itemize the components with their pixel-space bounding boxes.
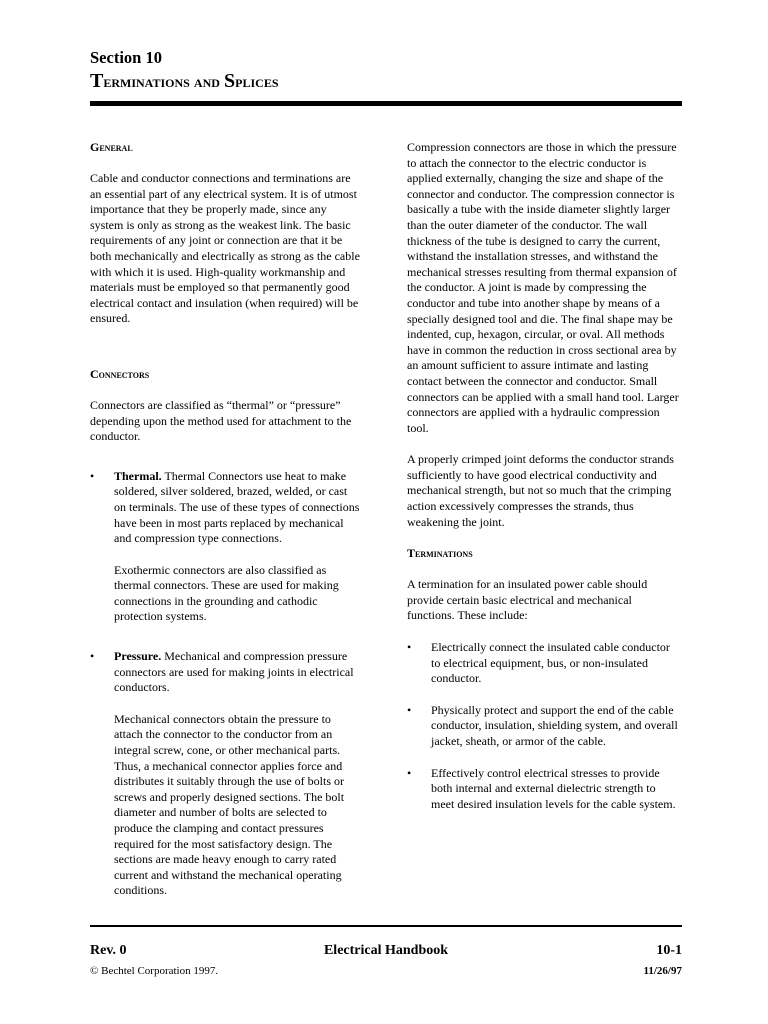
page-header [90,48,682,93]
crimped-paragraph: A properly crimped joint deforms the conductor strands sufficiently to have good electrical conductivity and mechanical strength, but not so much that the crimping action excessively compresses the strands, thus weakening the joint. [407,452,674,529]
bullet-dot: • [90,649,95,664]
bullet-pressure [90,649,360,899]
bullet-dot: • [407,765,412,780]
compression-paragraph: Compression connectors are those in which the pressure to attach the connector to the electric conductor is applied externally, changing the size and shape of the connector and conductor. The compression connector is basically a tube with the inside diameter slightly larger than the outer diameter of the conductor. The wall thickness of the tube is designed to carry the current, withstand the installation stresses, and withstand the mechanical stresses resulting from thermal expansion of the conductor. A joint is made by compressing the conductor and tube into another shape by means of a specially designed tool and die. The final shape may be indented, cup, hexagon, circular, or oval. All methods have in common the reduction in cross sectional area by an amount sufficient to assure intimate and lasting contact between the connector and conductor. Small connectors can be applied with a small hand tool. Larger connectors are applied with a hydraulic compression tool. [407,140,679,435]
header-rule [90,101,682,106]
footer-page-number: 10-1 [656,943,682,958]
right-column [407,140,679,812]
pressure-label: Pressure. [114,649,162,664]
terminations-heading: Terminations [407,546,473,561]
title-initial-s: S [224,70,236,92]
bullet-dot: • [407,640,412,655]
connectors-intro: Connectors are classified as “thermal” or “pressure” depending upon the method used for attachment to the conductor. [90,397,352,444]
bullet-dot: • [407,702,412,717]
thermal-paragraph [114,469,360,547]
mechanical-paragraph: Mechanical connectors obtain the pressure to attach the connector to the conductor from an integral screw, cone, or other mechanical parts. Thus, a mechanical connector applies force and distributes it suitably through the use of bolts or screws and properly designed sections. The bolt diameter and number of bolts are selected to produce the clamping and contact pressures required for the most satisfactory design. The sections are made heavy enough to carry rated current and withstand the mechanical operating conditions. [114,711,345,898]
general-paragraph: Cable and conductor connections and terminations are an essential part of any electrical system. It is of utmost importance that they be properly made, since any system is only as strong as the weakest link. The basic requirements of any joint or connection are that it be both mechanically and electrically as strong as the cable with which it is used. High-quality workmanship and materials must be employed so that permanently good electrical contact and insulation (when required) will be ensured. [90,171,360,326]
pressure-paragraph [114,649,360,696]
termination-bullet-1 [407,640,679,687]
left-column [90,140,360,899]
termination-bullet-text: Physically protect and support the end of the cable conductor, insulation, shielding system, and overall jacket, sheath, or armor of the cable. [431,702,678,748]
bullet-dot: • [90,468,95,483]
bullet-thermal [90,469,360,625]
thermal-text: Thermal Connectors use heat to make soldered, silver soldered, brazed, welded, or cast on terminals. The use of these types of connections have been in most parts replaced by mechanical and compression type connections. [114,468,360,546]
pressure-text: Mechanical and compression pressure connectors are used for making joints in electrical conductors. [114,649,354,695]
title-text-2: plices [235,72,279,91]
thermal-label: Thermal. [114,468,162,483]
termination-bullet-text: Effectively control electrical stresses to provide both internal and external dielectric strength to meet desired insulation levels for the cable system. [431,765,676,811]
termination-bullet-text: Electrically connect the insulated cable conductor to electrical equipment, bus, or non-insulated conductor. [431,640,670,686]
page-footer [90,943,682,983]
title-text-1: erminations and [103,72,225,91]
exothermic-paragraph: Exothermic connectors are also classified as thermal connectors. These are used for making connections in the grounding and cathodic protection systems. [114,562,339,624]
terminations-intro: A termination for an insulated power cable should provide certain basic electrical and mechanical functions. These include: [407,577,648,623]
section-title [90,70,682,93]
footer-copyright: © Bechtel Corporation 1997. [90,965,219,977]
footer-date: 11/26/97 [643,965,682,977]
general-heading: General [90,140,133,154]
termination-bullet-2 [407,703,679,750]
footer-handbook-title: Electrical Handbook [323,943,449,958]
footer-revision: Rev. 0 [90,943,127,958]
connectors-heading: Connectors [90,366,150,381]
footer-rule [90,925,682,927]
termination-bullet-3 [407,766,679,813]
title-initial-t: T [90,70,104,92]
section-number: Section 10 [90,48,162,67]
